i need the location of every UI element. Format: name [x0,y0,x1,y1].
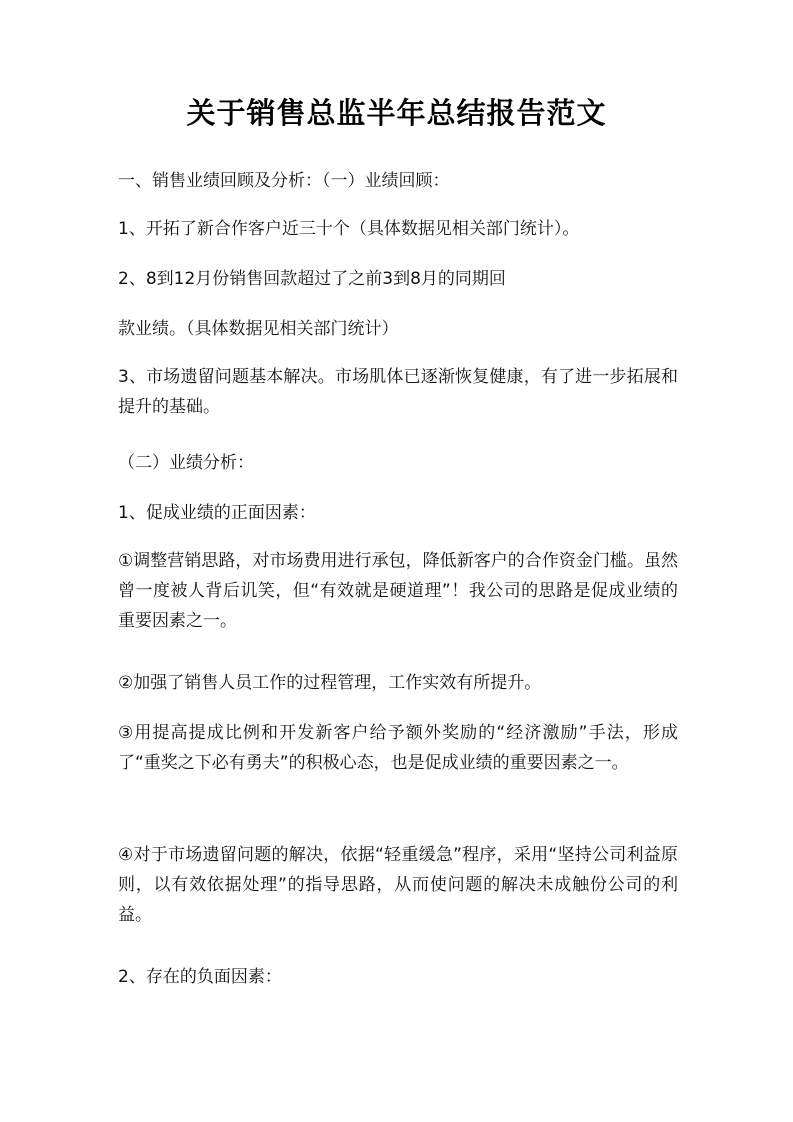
section-heading-performance-analysis: （二）业绩分析： [118,453,254,473]
document-title: 关于销售总监半年总结报告范文 [186,96,607,130]
review-item-1: 1、开拓了新合作客户近三十个（具体数据见相关部门统计）。 [118,219,580,239]
review-item-2-line-1: 2、8到12月份销售回款超过了之前3到8月的同期回 [118,269,506,289]
negative-factors-heading: 2、存在的负面因素： [118,967,282,987]
positive-factor-4: ④对于市场遗留问题的解决，依据“轻重缓急”程序，采用“坚持公司利益原则，以有效依据处理”的指导思路，从而使问题的解决未成触份公司的利益。 [118,845,678,925]
section-heading-performance-review: 一、销售业绩回顾及分析：（一）业绩回顾： [118,171,450,191]
positive-factor-3: ③用提高提成比例和开发新客户给予额外奖励的“经济激励”手法，形成了“重奖之下必有勇夫”的积极心态，也是促成业绩的重要因素之一。 [118,723,678,773]
positive-factors-heading: 1、促成业绩的正面因素： [118,503,316,523]
review-item-2-line-2: 款业绩。（具体数据见相关部门统计） [118,319,399,339]
review-item-3: 3、市场遗留问题基本解决。市场肌体已逐渐恢复健康，有了进一步拓展和提升的基础。 [118,367,678,417]
positive-factor-1: ①调整营销思路，对市场费用进行承包，降低新客户的合作资金门槛。虽然曾一度被人背后讥笑，但“有效就是硬道理”！我公司的思路是促成业绩的重要因素之一。 [118,551,678,631]
positive-factor-2: ②加强了销售人员工作的过程管理，工作实效有所提升。 [118,673,542,693]
